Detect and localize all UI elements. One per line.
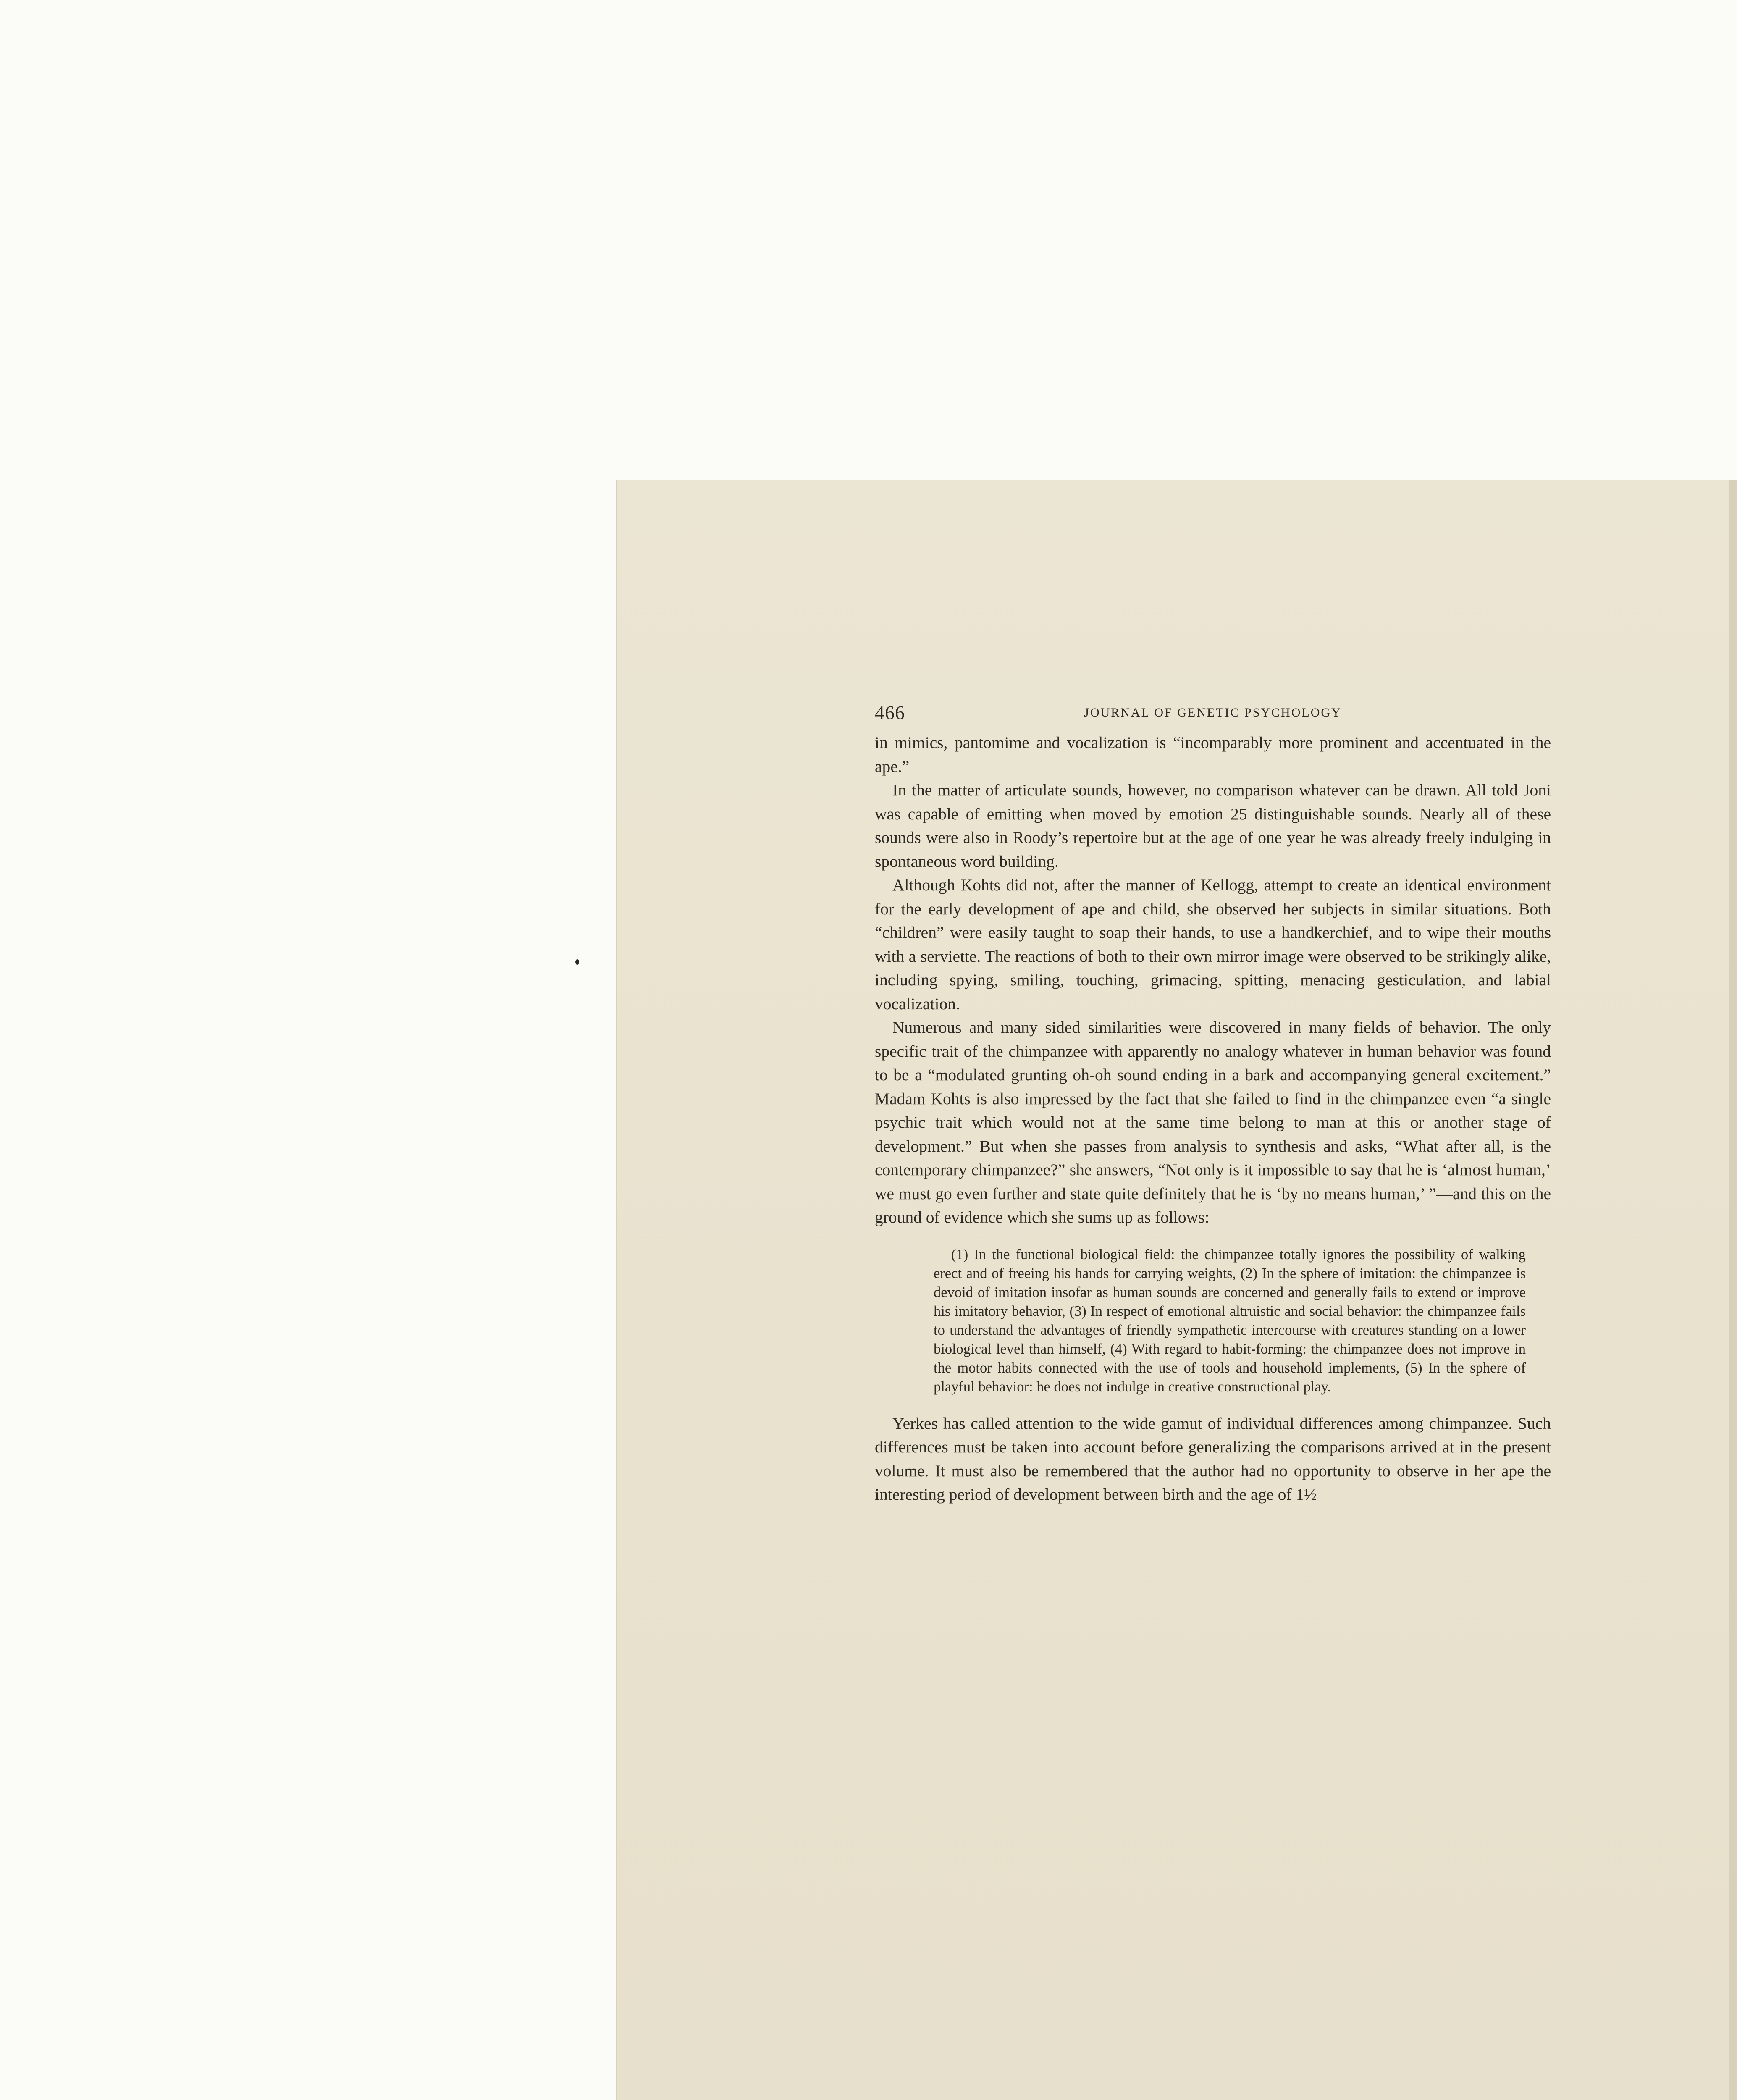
block-quote [934,1245,1526,1396]
running-head [875,701,1551,731]
adjacent-sheet-edge [1729,480,1737,2100]
body-text [875,731,1551,1507]
ink-speck [575,959,579,965]
page-number: 466 [875,702,905,723]
paragraph-continued: in mimics, pantomime and vocalization is “incomparably more prominent and accentuated in the ape.” [875,733,1551,776]
journal-title: JOURNAL OF GENETIC PSYCHOLOGY [1084,706,1342,719]
paragraph-kohts-environment: Although Kohts did not, after the manner of Kellogg, attempt to create an identical environment for the early development of ape and child, she observed her subjects in similar situations. Both “children” were easily taught to soap their hands, to use a handkerchief, and to wipe their mouths with a serviette. The reactions of both to their own mirror image were observed to be strikingly alike, including spying, smiling, touching, grimacing, spitting, menacing gesticulation, and labial vocalization. [875,876,1551,1013]
paragraph-articulate-sounds: In the matter of articulate sounds, however, no comparison whatever can be drawn. All told Joni was capable of emitting when moved by emotion 25 distinguishable sounds. Nearly all of these sounds were also in Roody’s repertoire but at the age of one year he was already freely indulging in spontaneous word building. [875,781,1551,871]
block-quote-text: (1) In the functional biological field: the chimpanzee totally ignores the possibility of walking erect and of freeing his hands for carrying weights, (2) In the sphere of imitation: the chimpanzee is devoid of imitation insofar as human sounds are concerned and generally fails to extend or improve his imitatory behavior, (3) In respect of emotional altruistic and social behavior: the chimpanzee fails to understand the advantages of friendly sympathetic intercourse with creatures standing on a lower biological level than himself, (4) With regard to habit-forming: the chimpanzee does not improve in the motor habits connected with the use of tools and household implements, (5) In the sphere of playful behavior: he does not indulge in creative constructional play. [934,1246,1526,1395]
paragraph-similarities: Numerous and many sided similarities were discovered in many fields of behavior. The only specific trait of the chimpanzee with apparently no analogy whatever in human behavior was found to be a “modulated grunting oh-oh sound ending in a bark and accompanying general excitement.” Madam Kohts is also impressed by the fact that she failed to find in the chimpanzee even “a single psychic trait which would not at the same time belong to man at this or another stage of development.” But when she passes from analysis to synthesis and asks, “What after all, is the contemporary chimpanzee?” she answers, “Not only is it impossible to say that he is ‘almost human,’ we must go even further and state quite definitely that he is ‘by no means human,’ ”—and this on the ground of evidence which she sums up as follows: [875,1018,1551,1226]
page-content [875,701,1551,1507]
paragraph-yerkes: Yerkes has called attention to the wide gamut of individual differences among chimpanzee. Such differences must be taken into account before generalizing the comparisons arrived at in the present volume. It must also be remembered that the author had no opportunity to observe in her ape the interesting period of development between birth and the age of 1½ [875,1414,1551,1504]
